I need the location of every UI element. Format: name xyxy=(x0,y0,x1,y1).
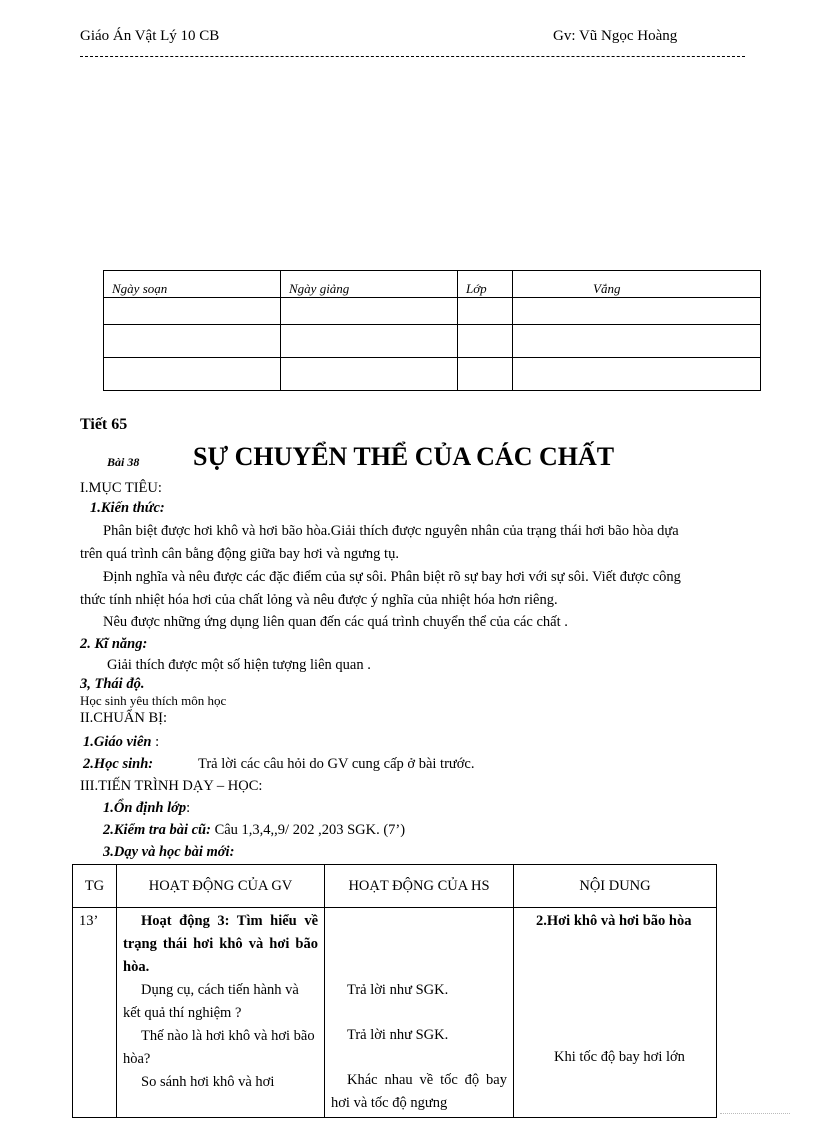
date-cell xyxy=(104,298,281,325)
skills-heading: 2. Kĩ năng: xyxy=(80,636,148,652)
date-cell xyxy=(104,325,281,358)
content-text: Khi tốc độ bay hơi lớn xyxy=(554,1049,685,1065)
date-cell xyxy=(513,325,761,358)
header-divider xyxy=(80,56,745,57)
date-cell xyxy=(458,298,513,325)
date-table xyxy=(103,270,761,391)
date-cell xyxy=(513,358,761,391)
check-heading: 2.Kiểm tra bài cũ: xyxy=(103,822,211,838)
header-left: Giáo Án Vật Lý 10 CB xyxy=(80,28,220,44)
teacher-cell xyxy=(117,908,325,1118)
date-cell xyxy=(458,325,513,358)
lesson-number: Bài 38 xyxy=(107,455,140,469)
footer-dots xyxy=(720,1113,790,1114)
skills-text: Giải thích được một số hiện tượng liên quan . xyxy=(107,657,371,673)
student-answer: Trả lời như SGK. xyxy=(347,982,449,998)
activity-title: Hoạt động 3: Tìm hiểu về trạng thái hơi khô và hơi bão hòa. xyxy=(123,913,318,975)
teacher-question: Thế nào là hơi khô và hơi bão hòa? xyxy=(123,1028,315,1067)
stable-colon: : xyxy=(186,800,191,816)
teacher-question: Dụng cụ, cách tiến hành và kết quả thí nghiệm ? xyxy=(123,982,299,1021)
header-right: Gv: Vũ Ngọc Hoàng xyxy=(553,28,678,44)
new-lesson-heading: 3.Dạy và học bài mới: xyxy=(103,844,235,860)
knowledge-text: Định nghĩa và nêu được các đặc điểm của sự sôi. Phân biệt rõ sự bay hơi với sự sôi. Viết được công xyxy=(103,569,681,585)
col-header-teacher: HOẠT ĐỘNG CỦA GV xyxy=(117,865,325,908)
col-header-time: TG xyxy=(73,865,117,908)
teacher-colon: : xyxy=(151,734,160,750)
lesson-title: SỰ CHUYỂN THỂ CỦA CÁC CHẤT xyxy=(193,442,615,471)
teacher-heading: 1.Giáo viên xyxy=(83,734,152,750)
content-cell xyxy=(514,908,717,1118)
knowledge-text: Nêu được những ứng dụng liên quan đến các quá trình chuyển thể của các chất . xyxy=(103,614,568,630)
student-heading: 2.Học sinh: xyxy=(83,756,154,772)
col-header-student: HOẠT ĐỘNG CỦA HS xyxy=(325,865,514,908)
knowledge-text: thức tính nhiệt hóa hơi của chất lỏng và nêu được ý nghĩa của nhiệt hóa hơn riêng. xyxy=(80,592,558,608)
col-header-content: NỘI DUNG xyxy=(514,865,717,908)
student-answer: Trả lời như SGK. xyxy=(347,1027,449,1043)
student-answer: Khác nhau về tốc độ bay hơi và tốc độ ngưng xyxy=(331,1072,507,1111)
date-header-teach: Ngày giảng xyxy=(281,271,458,298)
student-text: Trả lời các câu hỏi do GV cung cấp ở bài trước. xyxy=(198,756,475,772)
date-header-class: Lớp xyxy=(458,271,513,298)
date-cell xyxy=(281,358,458,391)
knowledge-heading: 1.Kiến thức: xyxy=(90,500,165,516)
attitude-text: Học sinh yêu thích môn học xyxy=(80,693,227,708)
date-cell xyxy=(281,325,458,358)
time-cell: 13’ xyxy=(73,908,117,1118)
date-cell xyxy=(458,358,513,391)
knowledge-text: Phân biệt được hơi khô và hơi bão hòa.Giải thích được nguyên nhân của trạng thái hơi bão hòa dựa xyxy=(103,523,679,539)
objectives-heading: I.MỤC TIÊU: xyxy=(80,480,162,496)
lesson-table xyxy=(72,864,717,1118)
knowledge-text: trên quá trình cân bằng động giữa bay hơi và ngưng tụ. xyxy=(80,546,399,562)
lesson-period: Tiết 65 xyxy=(80,416,128,433)
teacher-question: So sánh hơi khô và hơi xyxy=(141,1074,275,1090)
content-title: 2.Hơi khô và hơi bão hòa xyxy=(536,913,692,929)
date-cell xyxy=(513,298,761,325)
date-header-prepare: Ngày soạn xyxy=(104,271,281,298)
attitude-heading: 3, Thái độ. xyxy=(80,676,145,692)
process-heading: III.TIẾN TRÌNH DẠY – HỌC: xyxy=(80,778,263,794)
student-cell xyxy=(325,908,514,1118)
stable-heading: 1.Ổn định lớp xyxy=(103,800,187,816)
date-cell xyxy=(104,358,281,391)
preparation-heading: II.CHUẨN BỊ: xyxy=(80,710,167,726)
date-cell xyxy=(281,298,458,325)
date-header-absent: Vắng xyxy=(513,271,761,298)
check-text: Câu 1,3,4,,9/ 202 ,203 SGK. (7’) xyxy=(210,822,406,838)
